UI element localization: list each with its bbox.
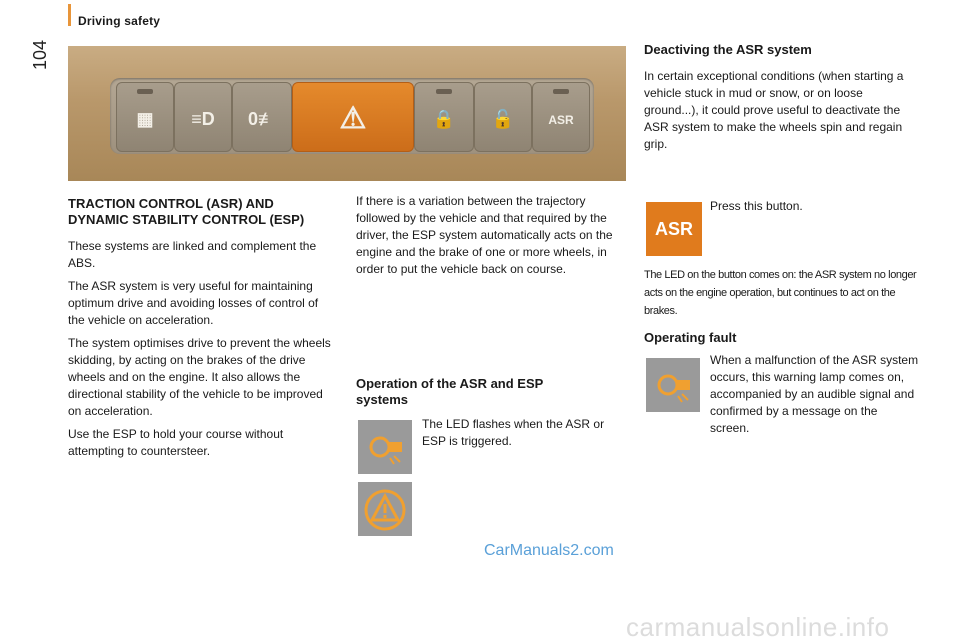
section-accent-bar: [68, 4, 71, 26]
switch-panel: [110, 78, 594, 154]
operation-heading: Operation of the ASR and ESP systems: [356, 376, 544, 407]
lock-button: [414, 82, 474, 152]
intro-paragraph-2: The ASR system is very useful for maintaining optimum drive and avoiding losses of control of the vehicle on acceleration.: [68, 279, 319, 327]
lock-icon: 🔒: [432, 109, 456, 129]
hazard-button: [292, 82, 414, 152]
skid-car-icon: [358, 420, 412, 474]
asr-button: [532, 82, 590, 152]
deactivating-heading: Deactiving the ASR system: [644, 42, 812, 57]
esp-warning-lamp: [358, 420, 412, 474]
rear-fog-icon: 0≢: [247, 109, 276, 129]
skid-car-icon: [646, 358, 700, 412]
warning-triangle-icon: [358, 482, 412, 536]
operating-fault-heading: Operating fault: [644, 330, 737, 345]
section-title: Driving safety: [78, 14, 161, 28]
page-number-text: 104: [30, 39, 50, 70]
esp-paragraph: If there is a variation between the trajectory followed by the vehicle and that required by the driver, the ESP system automatically acts on the engine and the brake of one or more wheels, in order to put the vehicle back on course.: [356, 194, 613, 276]
asr-fault-lamp: [646, 358, 700, 412]
watermark-bottom: carmanualsonline.info: [626, 612, 890, 642]
rear-demist-button: [116, 82, 174, 152]
rear-fog-button: [232, 82, 292, 152]
front-fog-icon: ≡D: [191, 109, 215, 129]
page-number: [30, 40, 51, 70]
traction-control-heading: TRACTION CONTROL (ASR) AND DYNAMIC STABILITY CONTROL (ESP): [68, 196, 305, 227]
press-button-text: Press this button.: [710, 199, 803, 213]
intro-column: [68, 196, 338, 460]
asr-button-image: ASR: [646, 202, 702, 256]
rear-demist-icon: ▦: [136, 109, 154, 129]
asr-button-icon: ASR: [548, 113, 574, 127]
hazard-icon: ⚠: [339, 102, 367, 135]
deactivating-paragraph: In certain exceptional conditions (when starting a vehicle stuck in mud or snow, or on loose ground...), it could prove useful to deactivate the ASR system to make the wheels spin and regain grip.: [644, 69, 904, 151]
front-fog-button: [174, 82, 232, 152]
unlock-button: [474, 82, 532, 152]
led-flash-text: The LED flashes when the ASR or ESP is triggered.: [422, 417, 605, 448]
unlock-icon: 🔓: [491, 109, 515, 129]
watermark-top: CarManuals2.com: [484, 542, 614, 559]
led-on-text: The LED on the button comes on: the ASR system no longer acts on the engine operation, but continues to act on the brakes.: [644, 269, 917, 317]
intro-paragraph-1: These systems are linked and complement the ABS.: [68, 239, 317, 270]
fault-description: When a malfunction of the ASR system occurs, this warning lamp comes on, accompanied by an audible signal and confirmed by a message on the screen.: [710, 353, 919, 435]
service-warning-lamp: [358, 482, 412, 536]
intro-paragraph-3: The system optimises drive to prevent the wheels skidding, by acting on the brakes of the drive wheels and on the engine. It also allows the directional stability of the vehicle to be improved on acceleration.: [68, 336, 331, 418]
intro-paragraph-4: Use the ESP to hold your course without attempting to countersteer.: [68, 427, 284, 458]
